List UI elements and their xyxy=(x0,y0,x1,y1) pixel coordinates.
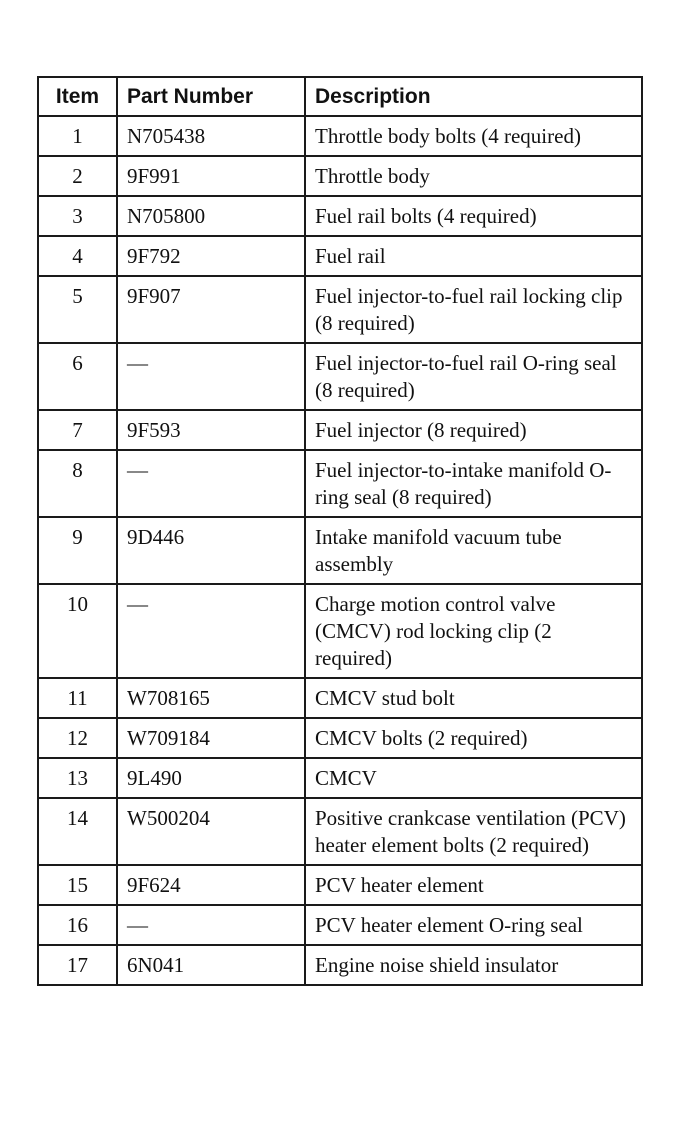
item-number-cell: 8 xyxy=(38,450,117,517)
part-number-cell: — xyxy=(117,584,305,678)
part-number-cell: W500204 xyxy=(117,798,305,865)
description-cell: Fuel injector-to-fuel rail O-ring seal (8 required) xyxy=(305,343,642,410)
part-number-cell: N705438 xyxy=(117,116,305,156)
item-number-cell: 7 xyxy=(38,410,117,450)
table-row xyxy=(38,343,642,410)
part-number-cell: N705800 xyxy=(117,196,305,236)
part-number-cell: 9F624 xyxy=(117,865,305,905)
item-number-cell: 11 xyxy=(38,678,117,718)
table-row xyxy=(38,718,642,758)
item-number-cell: 16 xyxy=(38,905,117,945)
table-row xyxy=(38,196,642,236)
description-cell: Fuel injector (8 required) xyxy=(305,410,642,450)
item-number-cell: 10 xyxy=(38,584,117,678)
item-number-cell: 12 xyxy=(38,718,117,758)
description-cell: PCV heater element xyxy=(305,865,642,905)
part-number-cell: W708165 xyxy=(117,678,305,718)
table-row xyxy=(38,945,642,985)
description-cell: Fuel injector-to-fuel rail locking clip (8 required) xyxy=(305,276,642,343)
description-cell: Fuel injector-to-intake manifold O-ring seal (8 required) xyxy=(305,450,642,517)
part-number-cell: — xyxy=(117,343,305,410)
item-number-cell: 4 xyxy=(38,236,117,276)
table-row xyxy=(38,116,642,156)
table-row xyxy=(38,517,642,584)
item-number-cell: 6 xyxy=(38,343,117,410)
item-number-cell: 17 xyxy=(38,945,117,985)
description-cell: Fuel rail bolts (4 required) xyxy=(305,196,642,236)
description-cell: Fuel rail xyxy=(305,236,642,276)
table-row xyxy=(38,865,642,905)
table-row xyxy=(38,450,642,517)
item-number-cell: 1 xyxy=(38,116,117,156)
table-header-row xyxy=(38,77,642,116)
table-body xyxy=(38,116,642,985)
description-cell: Intake manifold vacuum tube assembly xyxy=(305,517,642,584)
item-number-cell: 13 xyxy=(38,758,117,798)
description-cell: Throttle body xyxy=(305,156,642,196)
table-row xyxy=(38,678,642,718)
part-number-cell: 9F593 xyxy=(117,410,305,450)
item-number-cell: 9 xyxy=(38,517,117,584)
part-number-cell: 6N041 xyxy=(117,945,305,985)
part-number-cell: 9F907 xyxy=(117,276,305,343)
item-number-cell: 14 xyxy=(38,798,117,865)
item-number-cell: 15 xyxy=(38,865,117,905)
table-row xyxy=(38,276,642,343)
table-row xyxy=(38,236,642,276)
description-cell: Engine noise shield insulator xyxy=(305,945,642,985)
table-row xyxy=(38,410,642,450)
part-number-cell: 9D446 xyxy=(117,517,305,584)
part-number-cell: 9F792 xyxy=(117,236,305,276)
part-number-cell: 9F991 xyxy=(117,156,305,196)
table-row xyxy=(38,758,642,798)
header-item: Item xyxy=(38,77,117,116)
description-cell: Throttle body bolts (4 required) xyxy=(305,116,642,156)
description-cell: CMCV bolts (2 required) xyxy=(305,718,642,758)
table-row xyxy=(38,584,642,678)
item-number-cell: 2 xyxy=(38,156,117,196)
table-row xyxy=(38,156,642,196)
header-description: Description xyxy=(305,77,642,116)
description-cell: Positive crankcase ventilation (PCV) heater element bolts (2 required) xyxy=(305,798,642,865)
part-number-cell: — xyxy=(117,905,305,945)
header-part-number: Part Number xyxy=(117,77,305,116)
item-number-cell: 3 xyxy=(38,196,117,236)
part-number-cell: W709184 xyxy=(117,718,305,758)
description-cell: CMCV xyxy=(305,758,642,798)
table-row xyxy=(38,798,642,865)
description-cell: PCV heater element O-ring seal xyxy=(305,905,642,945)
table-row xyxy=(38,905,642,945)
item-number-cell: 5 xyxy=(38,276,117,343)
part-number-cell: 9L490 xyxy=(117,758,305,798)
description-cell: CMCV stud bolt xyxy=(305,678,642,718)
description-cell: Charge motion control valve (CMCV) rod locking clip (2 required) xyxy=(305,584,642,678)
parts-table xyxy=(37,76,643,986)
part-number-cell: — xyxy=(117,450,305,517)
